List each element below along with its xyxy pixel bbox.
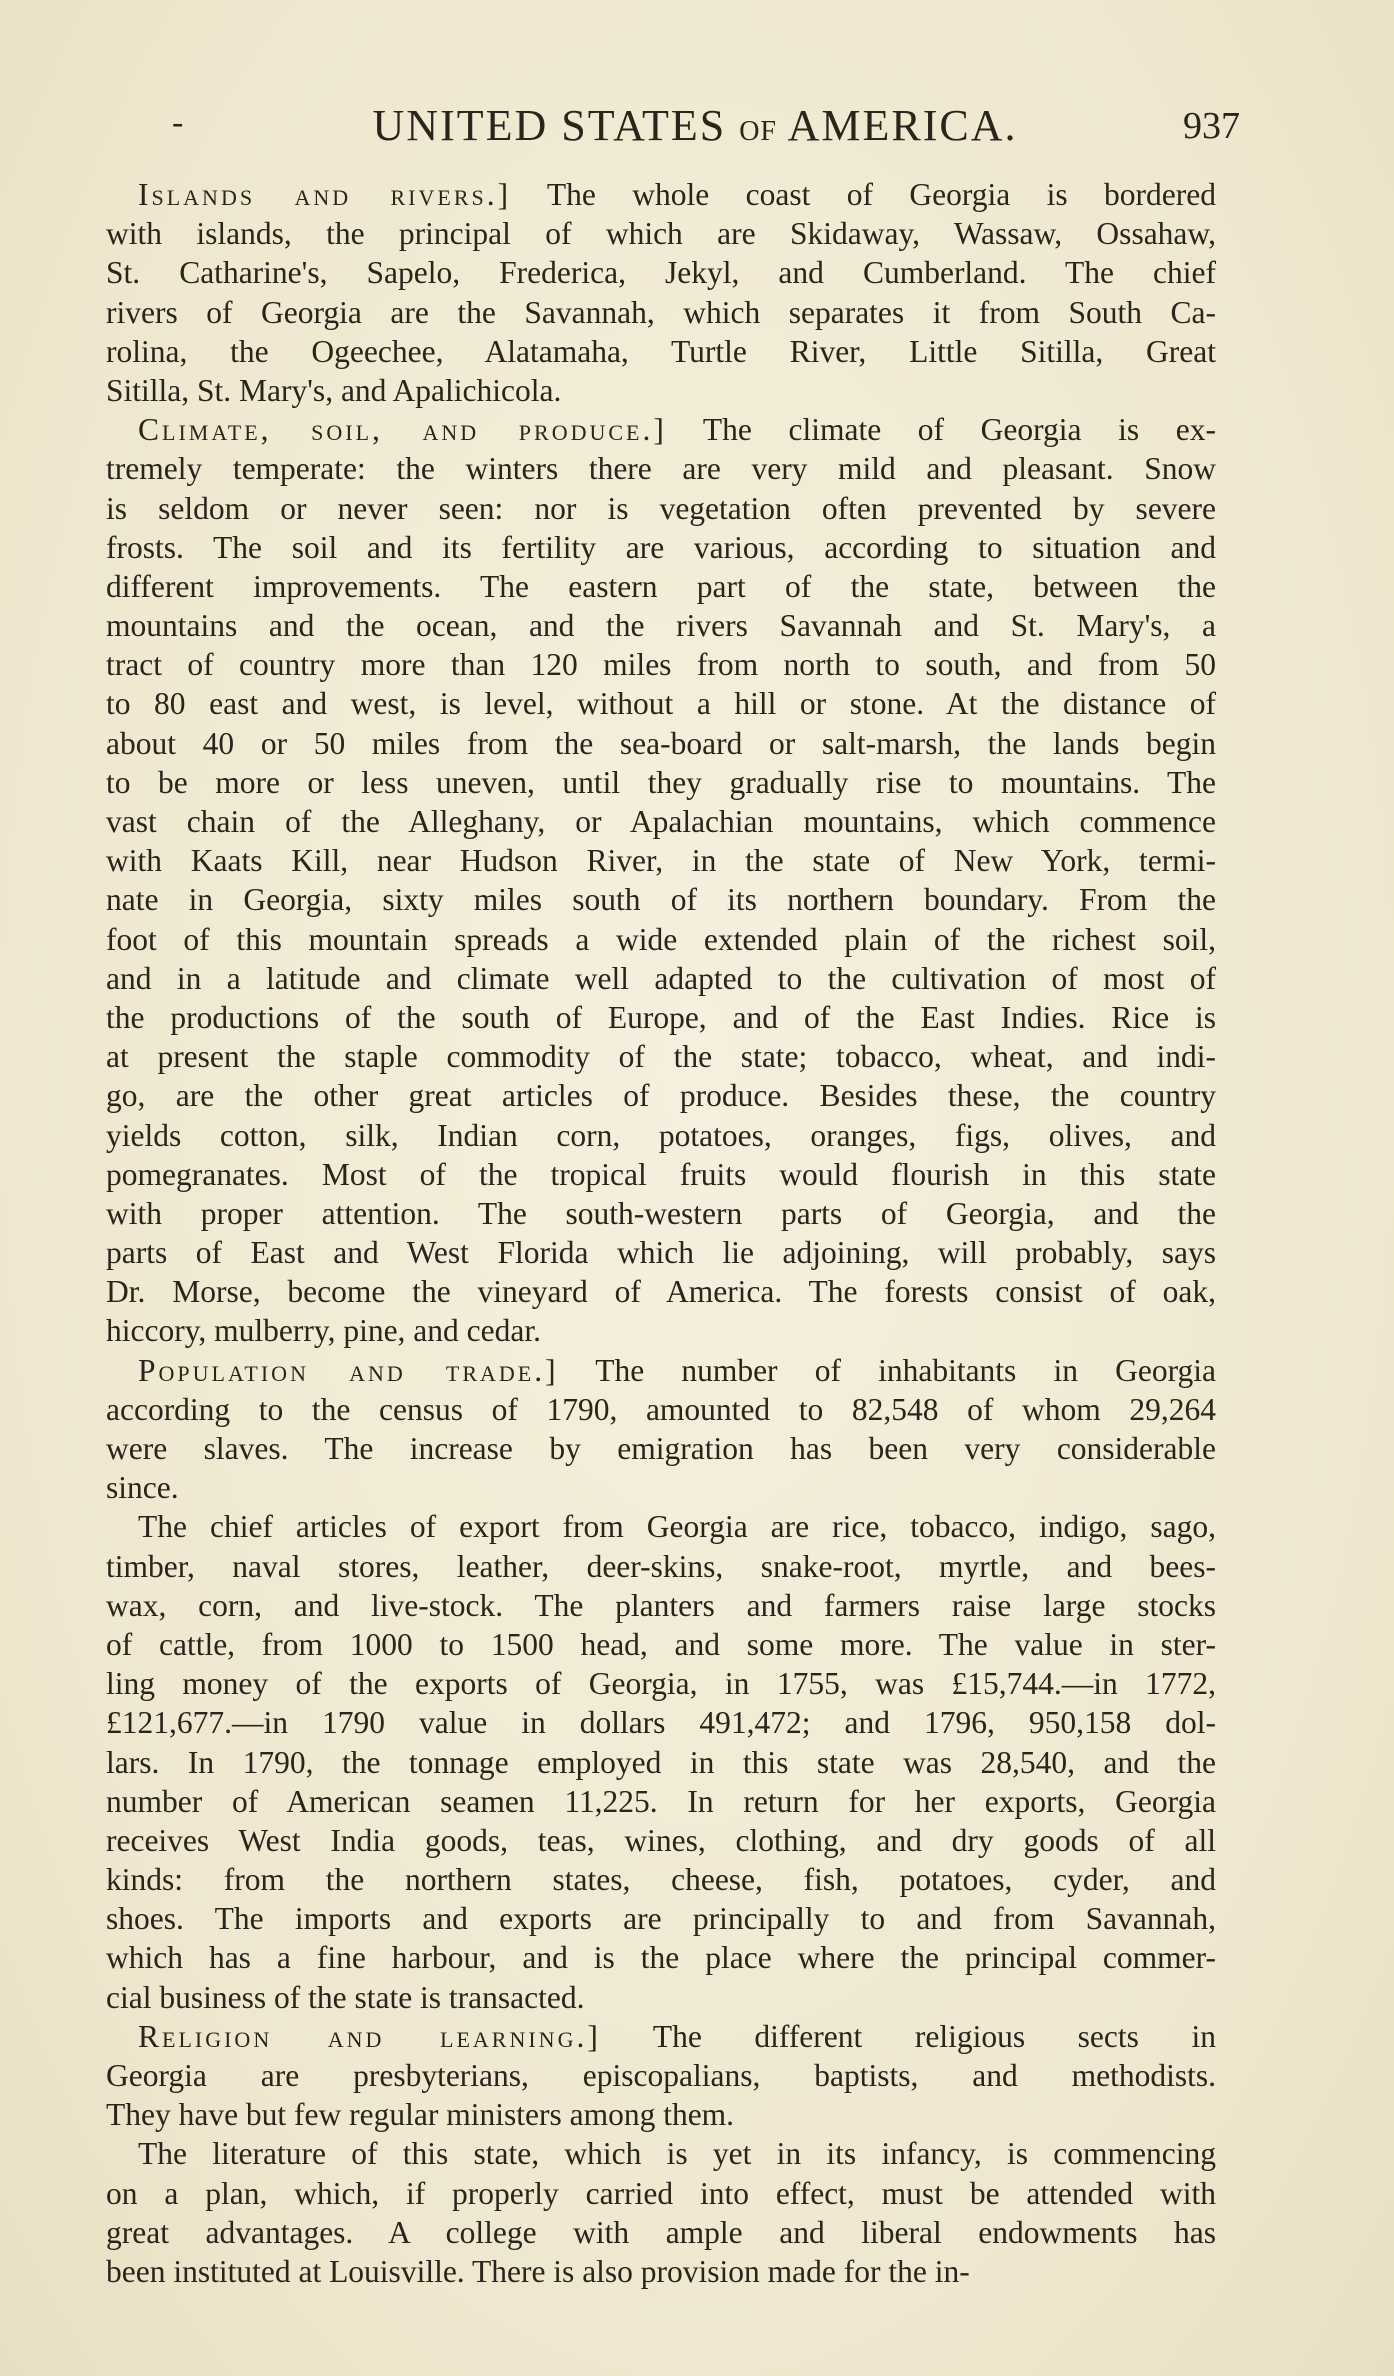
line-text: pomegranates. Most of the tropical fruits would flourish in this state [106, 1156, 1216, 1192]
text-line [106, 253, 1216, 292]
text-line [106, 175, 1216, 214]
text-line [106, 410, 1216, 449]
text-line [106, 293, 1216, 332]
paragraph [106, 1507, 1216, 2016]
line-text: £121,677.—in 1790 value in dollars 491,472; and 1796, 950,158 dol- [106, 1705, 1216, 1741]
text-line [106, 332, 1216, 371]
header-dash: - [172, 104, 184, 141]
text-line [106, 1351, 1216, 1390]
running-header [150, 100, 1240, 160]
line-text: with Kaats Kill, near Hudson River, in the state of New York, termi- [106, 843, 1216, 879]
line-text: yields cotton, silk, Indian corn, potatoes, oranges, figs, olives, and [106, 1117, 1216, 1153]
line-text: foot of this mountain spreads a wide extended plain of the richest soil, [106, 921, 1216, 957]
text-line [106, 1155, 1216, 1194]
text-line [106, 1978, 1216, 2017]
line-text: shoes. The imports and exports are principally to and from Savannah, [106, 1901, 1216, 1937]
line-text: great advantages. A college with ample and liberal endowments has [106, 2214, 1216, 2250]
line-text: tract of country more than 120 miles from north to south, and from 50 [106, 647, 1216, 683]
line-text: different improvements. The eastern part of the state, between the [106, 568, 1216, 604]
line-text: were slaves. The increase by emigration has been very considerable [106, 1431, 1216, 1466]
text-line [106, 2134, 1216, 2173]
line-text: of cattle, from 1000 to 1500 head, and some more. The value in ster- [106, 1626, 1216, 1662]
text-line [106, 920, 1216, 959]
text-line [106, 214, 1216, 253]
text-line [106, 1821, 1216, 1860]
text-line [106, 1272, 1216, 1311]
paragraph [106, 175, 1216, 410]
text-line [106, 2056, 1216, 2095]
line-text: on a plan, which, if properly carried into effect, must be attended with [106, 2175, 1216, 2211]
text-line [106, 802, 1216, 841]
paragraph [106, 2017, 1216, 2135]
text-line [106, 1782, 1216, 1821]
text-line [106, 1547, 1216, 1586]
line-text: vast chain of the Alleghany, or Apalachian mountains, which commence [106, 804, 1216, 839]
line-text: is seldom or never seen: nor is vegetation often prevented by severe [106, 490, 1216, 526]
line-text: Sitilla, St. Mary's, and Apalichicola. [106, 372, 562, 408]
line-text: to 80 east and west, is level, without a hill or stone. At the distance of [106, 686, 1216, 722]
text-line [106, 1311, 1216, 1350]
text-line [106, 606, 1216, 645]
line-text: the productions of the south of Europe, and of the East Indies. Rice is [106, 999, 1216, 1035]
section-heading: Climate, soil, and produce.] [138, 412, 667, 448]
line-text: Dr. Morse, become the vineyard of America. The forests consist of oak, [106, 1274, 1216, 1310]
text-line [106, 2017, 1216, 2056]
line-text: mountains and the ocean, and the rivers Savannah and St. Mary's, a [106, 608, 1216, 644]
line-text: rolina, the Ogeechee, Alatamaha, Turtle River, Little Sitilla, Great [106, 333, 1216, 369]
text-line [106, 841, 1216, 880]
line-text: wax, corn, and live-stock. The planters and farmers raise large stocks [106, 1587, 1216, 1623]
text-line [106, 1233, 1216, 1272]
line-text: kinds: from the northern states, cheese, fish, potatoes, cyder, and [106, 1862, 1216, 1898]
line-text: lars. In 1790, the tonnage employed in this state was 28,540, and the [106, 1744, 1216, 1780]
text-line [106, 1429, 1216, 1468]
text-line [106, 959, 1216, 998]
text-line [106, 1703, 1216, 1742]
line-text: ling money of the exports of Georgia, in 1755, was £15,744.—in 1772, [106, 1666, 1216, 1702]
line-text: with proper attention. The south-western parts of Georgia, and the [106, 1195, 1216, 1231]
line-text: hiccory, mulberry, pine, and cedar. [106, 1313, 541, 1349]
section-heading: Islands and rivers.] [138, 177, 512, 212]
line-text: frosts. The soil and its fertility are various, according to situation and [106, 529, 1216, 565]
line-text: St. Catharine's, Sapelo, Frederica, Jekyl, and Cumberland. The chief [106, 255, 1216, 291]
line-text: parts of East and West Florida which lie adjoining, will probably, says [106, 1235, 1216, 1271]
line-text: according to the census of 1790, amounted to 82,548 of whom 29,264 [106, 1391, 1216, 1427]
paragraph [106, 2134, 1216, 2291]
line-text: cial business of the state is transacted. [106, 1979, 585, 2015]
text-line [106, 1076, 1216, 1115]
text-line [106, 1037, 1216, 1076]
line-text: timber, naval stores, leather, deer-skins, snake-root, myrtle, and bees- [106, 1548, 1216, 1584]
line-text: The chief articles of export from Georgia are rice, tobacco, indigo, sago, [138, 1509, 1216, 1545]
text-line [106, 449, 1216, 488]
text-line [106, 489, 1216, 528]
line-text: go, are the other great articles of produce. Besides these, the country [106, 1078, 1216, 1114]
text-line [106, 1468, 1216, 1507]
page-number: 937 [1183, 105, 1240, 147]
line-text: at present the staple commodity of the state; tobacco, wheat, and indi- [106, 1039, 1216, 1075]
text-line [106, 2095, 1216, 2134]
line-text: The whole coast of Georgia is bordered [511, 177, 1217, 212]
line-text: They have but few regular ministers among them. [106, 2097, 735, 2133]
line-text: number of American seamen 11,225. In return for her exports, Georgia [106, 1783, 1216, 1819]
text-line [106, 1507, 1216, 1546]
line-text: which has a fine harbour, and is the place where the principal commer- [106, 1940, 1216, 1976]
section-heading: Population and trade.] [138, 1352, 559, 1388]
text-line [106, 1116, 1216, 1155]
text-line [106, 2213, 1216, 2252]
text-line [106, 1586, 1216, 1625]
text-line [106, 1899, 1216, 1938]
body-text [106, 175, 1216, 2291]
line-text: tremely temperate: the winters there are very mild and pleasant. Snow [106, 451, 1216, 487]
text-line [106, 1390, 1216, 1429]
text-line [106, 1938, 1216, 1977]
text-line [106, 567, 1216, 606]
line-text: rivers of Georgia are the Savannah, which separates it from South Ca- [106, 294, 1216, 330]
text-line [106, 1194, 1216, 1233]
text-line [106, 1625, 1216, 1664]
line-text: to be more or less uneven, until they gradually rise to mountains. The [106, 764, 1216, 800]
line-text: about 40 or 50 miles from the sea-board or salt-marsh, the lands begin [106, 725, 1216, 761]
text-line [106, 1664, 1216, 1703]
line-text: receives West India goods, teas, wines, clothing, and dry goods of all [106, 1822, 1216, 1858]
page-title: UNITED STATES OF AMERICA. [372, 101, 1018, 150]
line-text: The number of inhabitants in Georgia [558, 1352, 1217, 1388]
text-line [106, 2174, 1216, 2213]
line-text: The different religious sects in [600, 2018, 1216, 2054]
text-line [106, 528, 1216, 567]
line-text: nate in Georgia, sixty miles south of its northern boundary. From the [106, 882, 1216, 918]
text-line [106, 2252, 1216, 2291]
text-line [106, 371, 1216, 410]
paragraph [106, 1351, 1216, 1508]
line-text: The climate of Georgia is ex- [666, 412, 1216, 448]
line-text: with islands, the principal of which are Skidaway, Wassaw, Ossahaw, [106, 216, 1216, 252]
line-text: been instituted at Louisville. There is also provision made for the in- [106, 2253, 970, 2289]
text-line [106, 1743, 1216, 1782]
text-line [106, 684, 1216, 723]
paragraph [106, 410, 1216, 1351]
line-text: since. [106, 1470, 179, 1506]
text-line [106, 645, 1216, 684]
text-line [106, 724, 1216, 763]
text-line [106, 763, 1216, 802]
text-line [106, 1860, 1216, 1899]
section-heading: Religion and learning.] [138, 2018, 601, 2054]
line-text: Georgia are presbyterians, episcopalians, baptists, and methodists. [106, 2058, 1216, 2093]
line-text: The literature of this state, which is yet in its infancy, is commencing [138, 2136, 1216, 2172]
text-line [106, 880, 1216, 919]
line-text: and in a latitude and climate well adapted to the cultivation of most of [106, 960, 1216, 996]
text-line [106, 998, 1216, 1037]
